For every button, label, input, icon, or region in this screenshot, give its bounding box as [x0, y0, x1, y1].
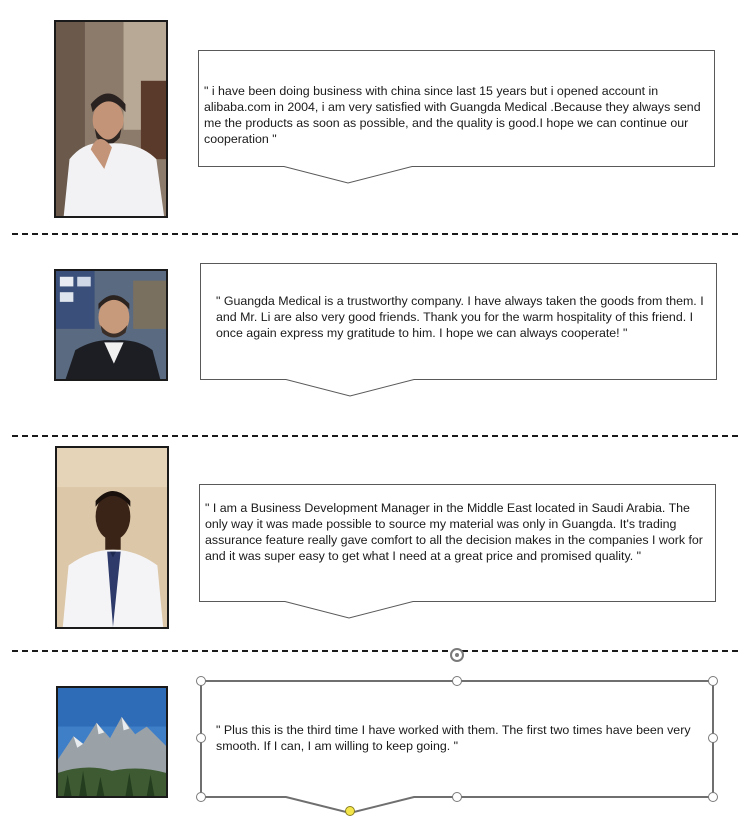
testimonial-photo-3[interactable]: [55, 446, 169, 629]
resize-handle-middle-left[interactable]: [196, 733, 206, 743]
section-divider: [12, 435, 738, 437]
rotate-handle[interactable]: [450, 648, 464, 662]
resize-handle-bottom-right[interactable]: [708, 792, 718, 802]
resize-handle-top-center[interactable]: [452, 676, 462, 686]
testimonial-callout-3: [199, 484, 717, 620]
shape-adjust-handle[interactable]: [345, 806, 355, 816]
testimonial-quote-4: " Plus this is the third time I have worked with them. The first two times have been very smooth. If I can, I am willing to keep going. ": [216, 723, 691, 753]
section-divider: [12, 650, 738, 652]
testimonial-callout-1: [198, 50, 716, 184]
testimonial-photo-1[interactable]: [54, 20, 168, 218]
resize-handle-bottom-left[interactable]: [196, 792, 206, 802]
testimonial-photo-2[interactable]: [54, 269, 168, 381]
resize-handle-middle-right[interactable]: [708, 733, 718, 743]
testimonial-quote-2: " Guangda Medical is a trustworthy company. I have always taken the goods from them. I and Mr. Li are also very good friends. Thank you for the warm hospitality of this friend. I once again express my gratitude to him. I hope we can always cooperate! ": [216, 294, 704, 340]
resize-handle-bottom-center[interactable]: [452, 792, 462, 802]
resize-handle-top-left[interactable]: [196, 676, 206, 686]
testimonial-quote-1: " i have been doing business with china since last 15 years but i opened account in alibaba.com in 2004, i am very satisfied with Guangda Medical .Because they always send me the products as soon as possible, and the quality is good.I hope we can continue our cooperation ": [204, 84, 701, 146]
testimonial-callout-2: [200, 263, 718, 397]
testimonial-photo-4[interactable]: [56, 686, 168, 798]
section-divider: [12, 233, 738, 235]
resize-handle-top-right[interactable]: [708, 676, 718, 686]
testimonial-quote-3: " I am a Business Development Manager in the Middle East located in Saudi Arabia. The only way it was made possible to source my material was only in Guangda. It's trading assurance feature really gave comfort to all the decision makes in the companies I work for and it was super easy to get what I need at a great price and promised quality. ": [205, 501, 703, 563]
